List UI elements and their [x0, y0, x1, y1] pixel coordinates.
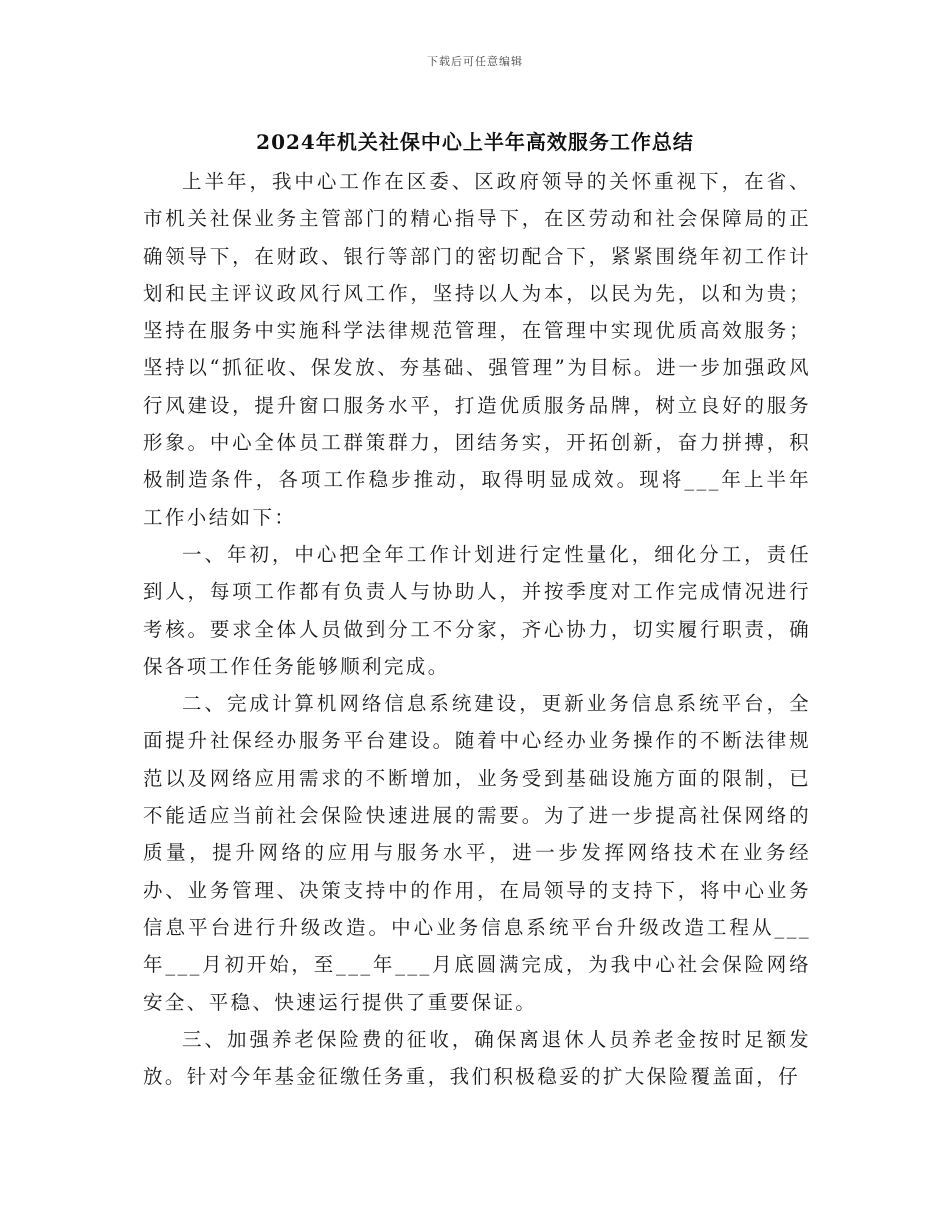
paragraph-intro: 上半年，我中心工作在区委、区政府领导的关怀重视下，在省、市机关社保业务主管部门的精心指导下，在区劳动和社会保障局的正确领导下，在财政、银行等部门的密切配合下，紧紧围绕年初工作计划和民主评议政风行风工作，坚持以人为本，以民为先，以和为贵；坚持在服务中实施科学法律规范管理，在管理中实现优质高效服务；坚持以“抓征收、保发放、夯基础、强管理”为目标。进一步加强政风行风建设，提升窗口服务水平，打造优质服务品牌，树立良好的服务形象。中心全体员工群策群力，团结务实，开拓创新，奋力拼搏，积极制造条件，各项工作稳步推动，取得明显成效。现将___年上半年工作小结如下：: [143, 170, 811, 529]
paragraph-section-1: 一、年初，中心把全年工作计划进行定性量化，细化分工，责任到人，每项工作都有负责人与协助人，并按季度对工作完成情况进行考核。要求全体人员做到分工不分家，齐心协力，切实履行职责，确保各项工作任务能够顺利完成。: [143, 542, 811, 678]
document-body: [143, 163, 811, 1095]
paragraph-section-3: 三、加强养老保险费的征收，确保离退休人员养老金按时足额发放。针对今年基金征缴任务重，我们积极稳妥的扩大保险覆盖面，仔: [143, 1027, 811, 1089]
document-title: 2024年机关社保中心上半年高效服务工作总结: [256, 130, 694, 154]
page-header-note: 下载后可任意编辑: [427, 55, 523, 68]
paragraph-section-2: 二、完成计算机网络信息系统建设，更新业务信息系统平台，全面提升社保经办服务平台建设。随着中心经办业务操作的不断法律规范以及网络应用需求的不断增加，业务受到基础设施方面的限制，已不能适应当前社会保险快速进展的需要。为了进一步提高社保网络的质量，提升网络的应用与服务水平，进一步发挥网络技术在业务经办、业务管理、决策支持中的作用，在局领导的支持下，将中心业务信息平台进行升级改造。中心业务信息系统平台升级改造工程从___年___月初开始，至___年___月底圆满完成，为我中心社会保险网络安全、平稳、快速运行提供了重要保证。: [143, 692, 811, 1014]
